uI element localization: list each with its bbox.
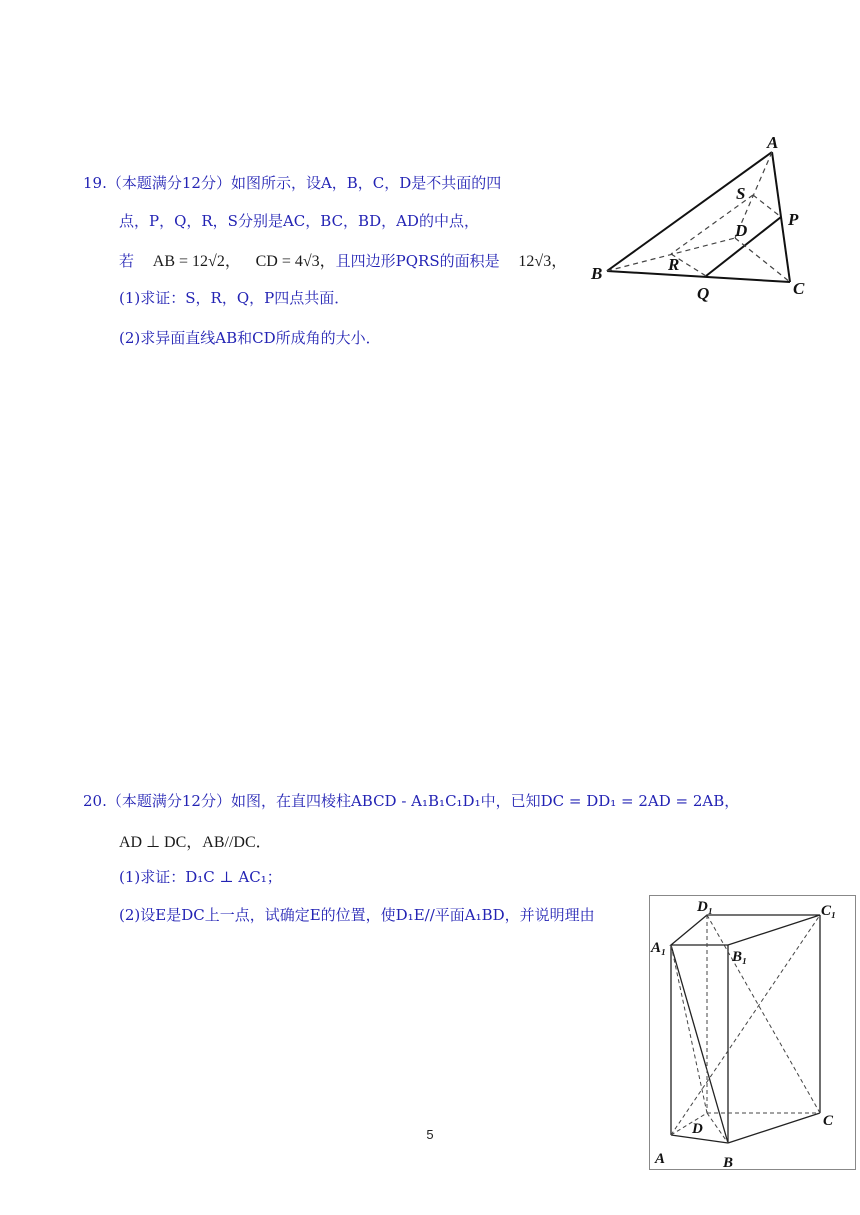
edge-bc [607,271,790,282]
page-number: 5 [426,1127,434,1142]
cd-value: CD = 4√3， [255,253,336,270]
problem-20-line-1: 20.（本题满分12分）如图，在直四棱柱ABCD - A₁B₁C₁D₁中，已知DC = DD₁ = 2AD = 2AB， [83,792,740,810]
label-a: A [767,133,779,152]
label-b: B [591,264,603,283]
top-face [671,915,820,945]
problem-20-part-2: (2)设E是DC上一点，试确定E的位置，使D₁E//平面A₁BD，并说明理由 [119,906,595,924]
area-value: 12√3， [518,253,568,270]
problem-20-line-2: AD ⊥ DC，AB//DC． [119,834,272,851]
ab-value: AB = 12√2， [152,253,241,270]
problem-19-part-2: (2)求异面直线AB和CD所成角的大小． [119,329,381,347]
problem-19-line-1: 19.（本题满分12分）如图所示，设A，B，C，D是不共面的四 [83,174,502,192]
label-r: R [668,255,680,274]
label-d: D [735,221,748,240]
segment-a1b [671,945,728,1143]
label-c1: C₁ [821,903,837,919]
label-s: S [736,184,746,203]
segment-a1d [671,945,707,1113]
problem-19-part-1: (1)求证：S，R，Q，P四点共面． [119,289,350,307]
label-q: Q [697,284,710,303]
edge-cd [735,238,790,282]
label-c: C [823,1113,834,1129]
label-p: P [788,210,799,229]
problem-19-line-3 [119,248,567,271]
label-b1: B₁ [732,949,748,965]
label-b: B [723,1155,734,1170]
segment-ac1 [671,915,820,1135]
label-c: C [793,279,805,298]
segment-sp [753,195,781,217]
problem-20-part-1: (1)求证：D₁C ⊥ AC₁； [119,868,282,886]
label-d: D [692,1121,703,1137]
label-a: A [655,1151,666,1167]
label-a1: A₁ [651,940,667,956]
label-d1: D₁ [697,899,714,915]
area-text: 且四边形PQRS的面积是 [335,252,500,270]
edge-ab [607,152,772,271]
tetrahedron-figure [585,130,815,305]
problem-19-line-2: 点，P，Q，R，S分别是AC，BC，BD，AD的中点， [119,212,479,230]
line-3-prefix: 若 [119,252,135,270]
